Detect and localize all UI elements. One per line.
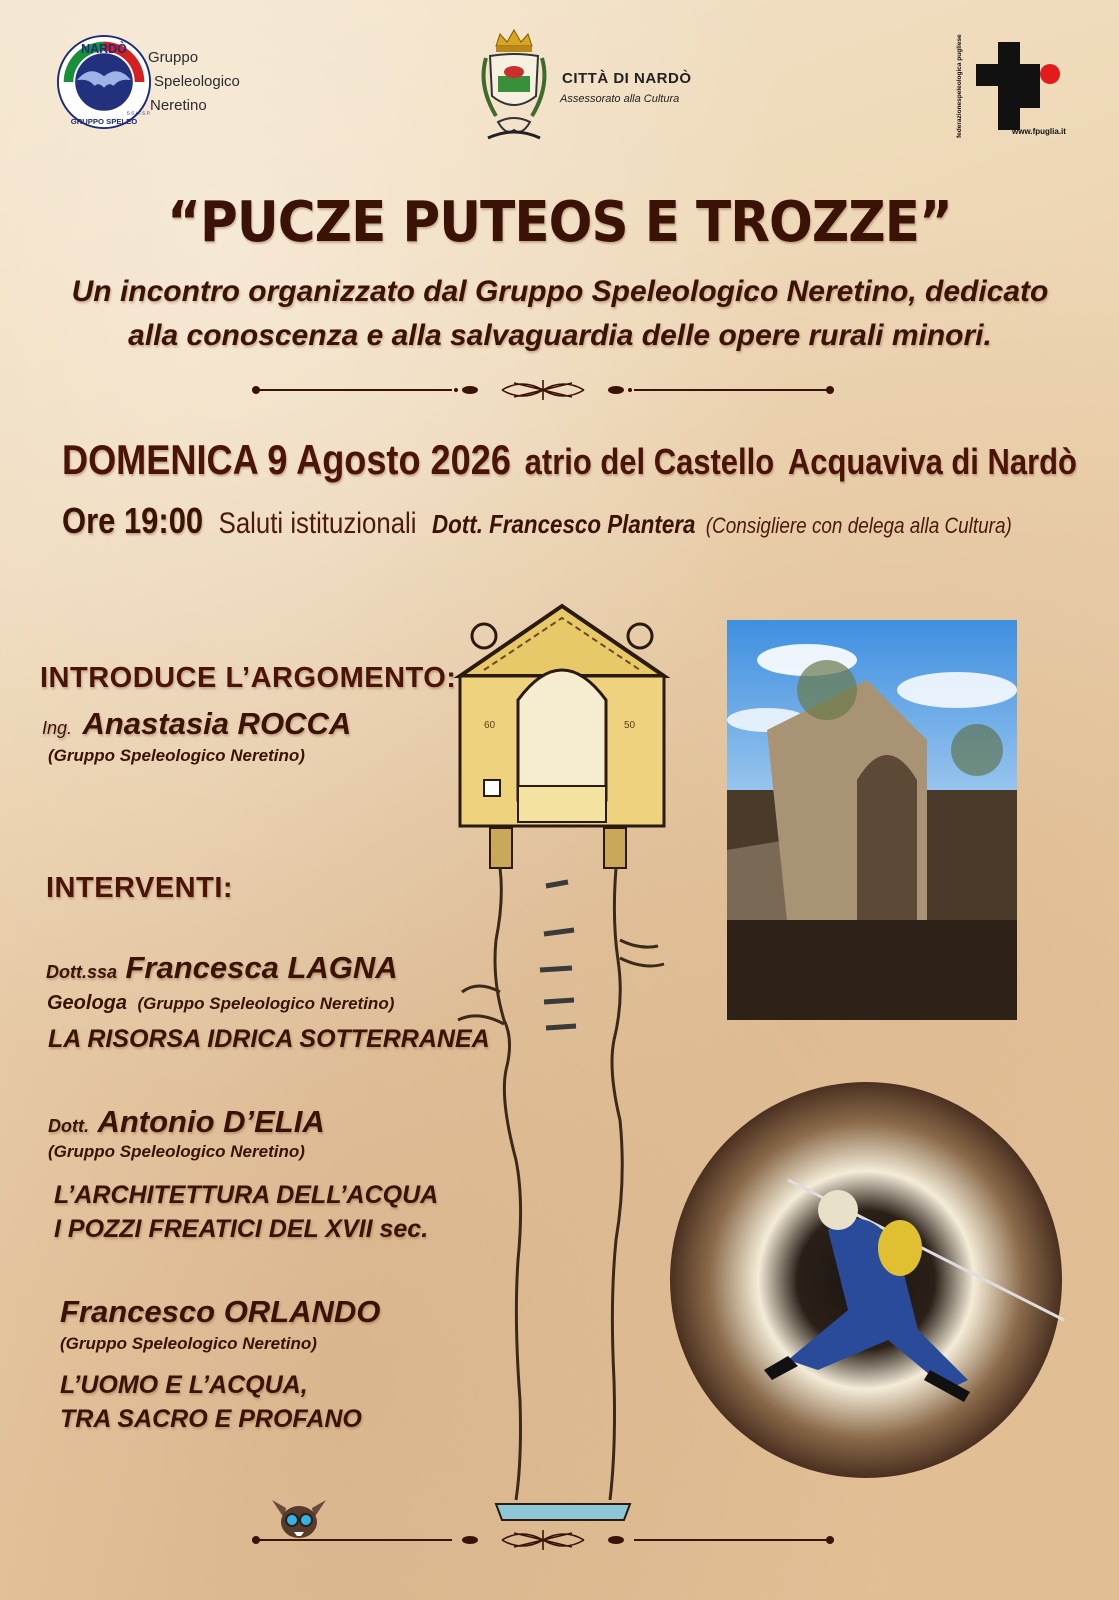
well-cross-section-drawing xyxy=(444,600,680,1530)
gsn-ring-bottom: GRUPPO SPELEO xyxy=(70,117,138,127)
talk-2-speaker xyxy=(48,1104,325,1140)
caver-descending-well-photo xyxy=(668,1080,1064,1480)
gsn-name xyxy=(150,46,240,118)
event-venue: atrio del Castello xyxy=(524,441,775,482)
talk-3-topic-line-2: TRA SACRO E PROFANO xyxy=(60,1405,362,1433)
talk-3-affiliation: (Gruppo Speleologico Neretino) xyxy=(60,1334,317,1353)
bat-with-goggles-icon xyxy=(268,1494,330,1542)
subtitle-line-1: Un incontro organizzato dal Gruppo Speleologico Neretino, dedicato xyxy=(71,275,1049,308)
talk-3-topic xyxy=(60,1368,362,1436)
panel-number-right: 50 xyxy=(624,720,636,731)
federation-url: www.fpuglia.it xyxy=(1012,127,1066,136)
subtitle-line-2: alla conoscenza e alla salvaguardia delle opere rurali minori. xyxy=(128,319,992,352)
federation-logo xyxy=(956,34,1076,142)
gsn-line-1: Gruppo xyxy=(148,49,199,66)
gsn-ring-top: NARDÒ xyxy=(81,42,127,57)
talk-3-topic-line-1: L’UOMO E L’ACQUA, xyxy=(60,1371,308,1399)
event-subtitle xyxy=(40,270,1080,358)
city-crest xyxy=(476,26,552,148)
gsn-logo xyxy=(56,34,152,130)
talk-1-role-line xyxy=(47,992,394,1015)
talk-1-prefix: Dott.ssa xyxy=(46,962,118,982)
event-time: Ore 19:00 xyxy=(62,500,204,541)
event-date: DOMENICA 9 Agosto 2026 xyxy=(62,436,511,483)
panel-number-left: 60 xyxy=(484,720,496,731)
intro-speaker xyxy=(42,706,351,742)
talk-2-prefix: Dott. xyxy=(48,1116,89,1136)
talk-1-role: Geologa xyxy=(47,992,128,1014)
event-time-line xyxy=(62,500,1012,542)
gsn-line-3: Neretino xyxy=(150,97,207,114)
city-subtitle: Assessorato alla Cultura xyxy=(560,93,680,105)
ornamental-divider-bottom xyxy=(252,1528,834,1552)
event-town: Acquaviva di Nardò xyxy=(787,441,1077,482)
gsn-line-2: Speleologico xyxy=(154,73,240,90)
talk-2-name: Antonio D’ELIA xyxy=(97,1104,325,1139)
gsn-ring-right: S.S.I.F.S.P. xyxy=(126,111,151,117)
talks-heading: INTERVENTI: xyxy=(46,872,234,904)
talk-1-affiliation: (Gruppo Speleologico Neretino) xyxy=(137,994,395,1013)
greeting-role: (Consigliere con delega alla Cultura) xyxy=(705,513,1012,538)
talk-2-topic xyxy=(54,1178,438,1246)
greeting-speaker: Dott. Francesco Plantera xyxy=(432,509,696,539)
event-greeting: Saluti istituzionali xyxy=(218,507,417,540)
federation-vertical-text: federazionespeleologica pugliese xyxy=(956,34,963,138)
talk-1-topic: LA RISORSA IDRICA SOTTERRANEA xyxy=(48,1025,490,1053)
stone-well-arch-photo xyxy=(727,620,1017,1020)
talk-3-name: Francesco ORLANDO xyxy=(60,1294,381,1329)
talk-2-topic-line-2: I POZZI FREATICI DEL XVII sec. xyxy=(54,1215,429,1243)
talk-2-topic-line-1: L’ARCHITETTURA DELL’ACQUA xyxy=(54,1181,439,1209)
intro-prefix: Ing. xyxy=(42,718,73,738)
ornamental-divider-top xyxy=(252,378,834,402)
intro-affiliation: (Gruppo Speleologico Neretino) xyxy=(48,746,305,765)
talk-1-name: Francesca LAGNA xyxy=(125,950,398,985)
intro-name: Anastasia ROCCA xyxy=(82,706,352,741)
talk-1-speaker xyxy=(46,950,398,986)
intro-heading: INTRODUCE L’ARGOMENTO: xyxy=(40,662,457,694)
event-title: “PUCZE PUTEOS E TROZZE” xyxy=(167,190,952,255)
city-name: CITTÀ DI NARDÒ xyxy=(562,70,692,87)
event-date-line xyxy=(62,436,1077,484)
talk-2-affiliation: (Gruppo Speleologico Neretino) xyxy=(48,1142,305,1161)
